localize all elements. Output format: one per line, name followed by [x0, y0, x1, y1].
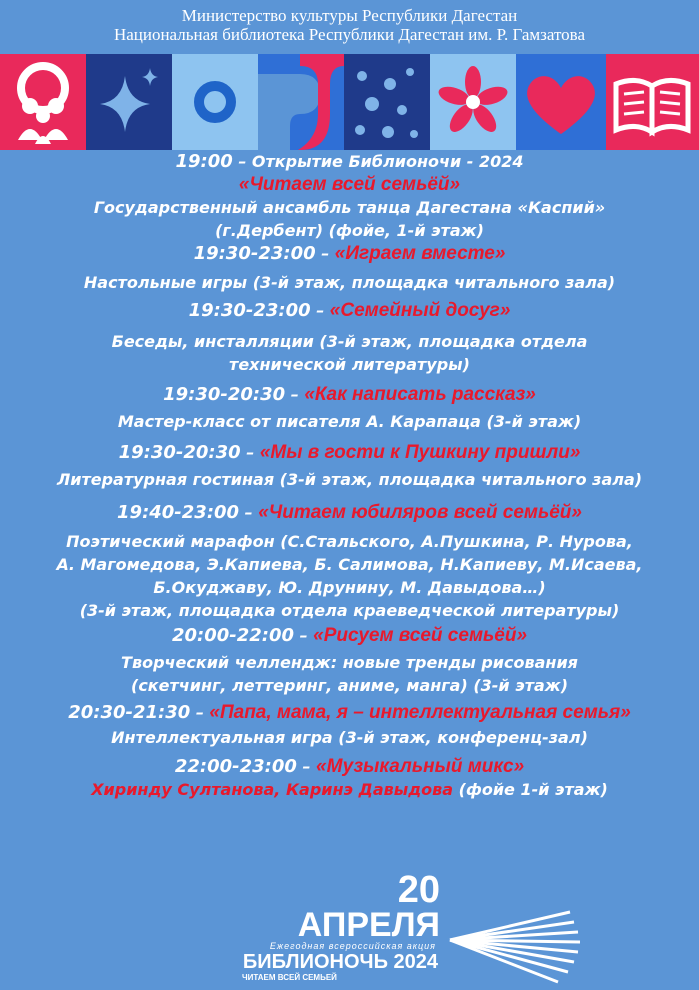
event-description: (3-й этаж, площадка отдела краеведческой литературы) [79, 601, 620, 620]
event-description: Интеллектуальная игра (3-й этаж, конференц-зал) [111, 728, 588, 747]
library-line: Национальная библиотека Республики Дагестан им. Р. Гамзатова [113, 25, 586, 44]
logo-day: 20 [397, 872, 440, 911]
event-title: «Семейный досуг» [329, 300, 511, 321]
bibliono-logo [240, 872, 690, 990]
event-description: технической литературы) [229, 355, 470, 374]
event-time: 19:30-20:30 [118, 442, 241, 463]
event-time-line: 19:30-20:30 – «Мы в гости к Пушкину пришли» [118, 442, 581, 463]
event-description: (г.Дербент) (фойе, 1-й этаж) [215, 221, 484, 240]
event-description: Литературная гостиная (3-й этаж, площадка читального зала) [56, 470, 643, 489]
event-description: Творческий челлендж: новые тренды рисования [121, 653, 578, 672]
event-title: «Рисуем всей семьёй» [313, 625, 528, 646]
event-description: Настольные игры (3-й этаж, площадка читального зала) [83, 273, 616, 292]
wave-icon [258, 54, 344, 150]
event-venue: (фойе 1-й этаж) [453, 780, 608, 799]
event-description: Государственный ансамбль танца Дагестана «Каспий» [93, 198, 606, 217]
event-title: «Мы в гости к Пушкину пришли» [259, 442, 581, 463]
event-description: А. Магомедова, Э.Капиева, Б. Салимова, Н.Капиеву, М.Исаева, [56, 555, 643, 574]
event-time-line: 20:30-21:30 – «Папа, мама, я – интеллектуальная семья» [68, 702, 631, 723]
event-time-line: 19:30-23:00 – «Играем вместе» [193, 243, 506, 264]
fan-rays-icon [450, 912, 580, 982]
event-time-line: 22:00-23:00 – «Музыкальный микс» [174, 756, 525, 777]
event-description: Поэтический марафон (С.Стальского, А.Пушкина, Р. Нурова, [66, 532, 633, 551]
book-icon [606, 54, 699, 150]
event-performers-line [0, 778, 699, 801]
flower-icon [430, 54, 516, 150]
family-icon [0, 54, 86, 150]
event-title: «Читаем юбиляров всей семьёй» [258, 502, 582, 523]
event-title-line [0, 173, 699, 196]
event-time-line: 19:40-23:00 – «Читаем юбиляров всей семьёй» [117, 502, 582, 523]
ministry-line: Министерство культуры Республики Дагестан [181, 6, 518, 25]
ring-icon [172, 54, 258, 150]
event-time-line: 19:30-20:30 – «Как написать рассказ» [163, 384, 536, 405]
program-list [0, 150, 699, 801]
logo-subtitle: Ежегодная всероссийская акция [269, 941, 436, 951]
sparkle-icon [86, 54, 172, 150]
event-title: «Читаем всей семьёй» [238, 174, 461, 195]
logo-month: АПРЕЛЯ [297, 906, 440, 944]
event-title: «Как написать рассказ» [304, 384, 536, 405]
event-heading: Открытие Библионочи - 2024 [251, 152, 524, 171]
event-description: (скетчинг, леттеринг, аниме, манга) (3-й этаж) [131, 676, 568, 695]
event-time-line: 20:00-22:00 – «Рисуем всей семьёй» [171, 625, 528, 646]
event-title: «Папа, мама, я – интеллектуальная семья» [209, 702, 631, 723]
event-time: 19:30-23:00 [188, 300, 311, 321]
event-time: 19:00 [175, 151, 233, 172]
event-time-line: 19:30-23:00 – «Семейный досуг» [188, 300, 511, 321]
event-description: Мастер-класс от писателя А. Карапаца (3-й этаж) [117, 412, 582, 431]
logo-slogan: ЧИТАЕМ ВСЕЙ СЕМЬЕЙ [242, 973, 337, 982]
icon-banner [0, 54, 699, 150]
event-description: Беседы, инсталляции (3-й этаж, площадка отдела [111, 332, 588, 351]
event-title: «Музыкальный микс» [316, 756, 525, 777]
header [0, 0, 699, 44]
event-description: Б.Окуджаву, Ю. Друнину, М. Давыдова…) [153, 578, 546, 597]
logo-event-name: БИБЛИОНОЧЬ 2024 [242, 951, 438, 973]
event-time: 22:00-23:00 [174, 756, 297, 777]
event-time: 19:40-23:00 [117, 502, 240, 523]
event-title: «Играем вместе» [334, 243, 506, 264]
event-time: 20:30-21:30 [68, 702, 191, 723]
event-time-line: 19:00 – Открытие Библионочи - 2024 [175, 151, 524, 172]
event-time: 19:30-23:00 [193, 243, 316, 264]
dots-icon [344, 54, 430, 150]
event-time: 19:30-20:30 [163, 384, 286, 405]
event-time: 20:00-22:00 [171, 625, 295, 646]
heart-icon [516, 54, 606, 150]
event-performers: Хиринду Султанова, Каринэ Давыдова [91, 780, 454, 799]
